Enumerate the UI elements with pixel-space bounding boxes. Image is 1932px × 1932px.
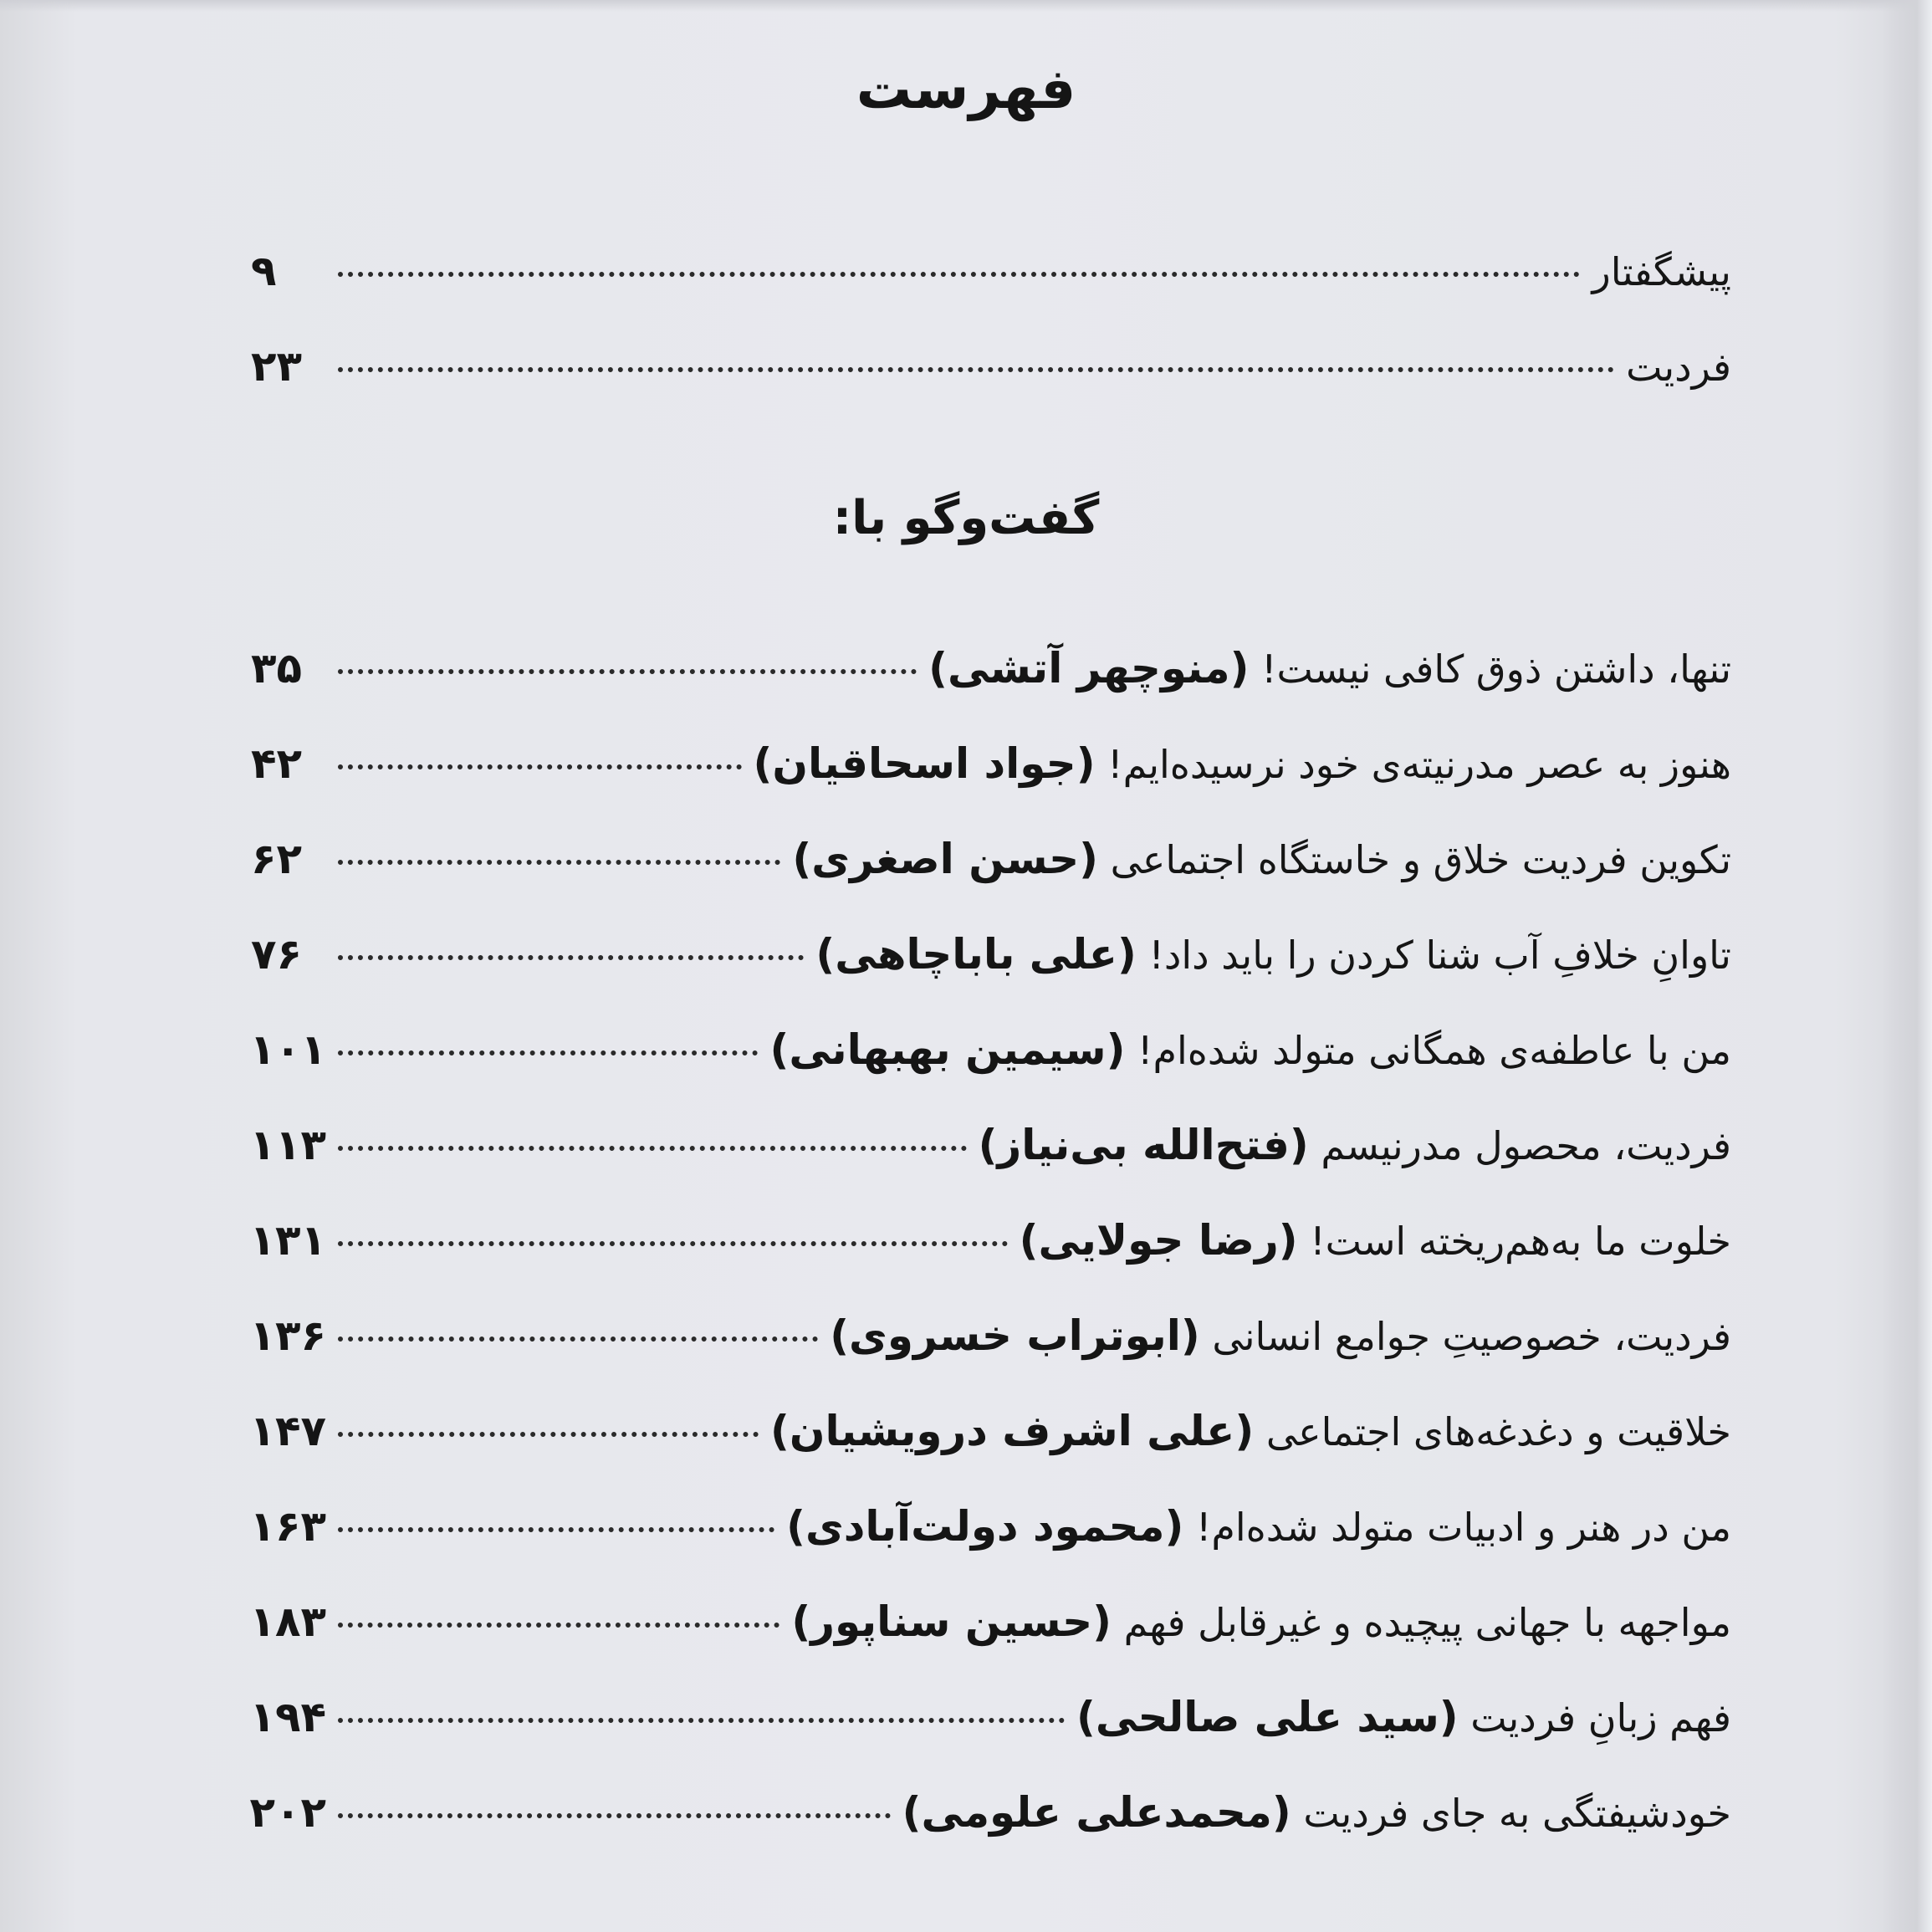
toc-entry-text xyxy=(786,1502,1731,1551)
toc-entry-title: هنوز به عصر مدرنیته‌ی خود نرسیده‌ایم! xyxy=(1107,742,1731,787)
toc-page-number: ۶۲ xyxy=(251,835,303,883)
toc-page-number: ۹ xyxy=(251,247,277,295)
toc-entry-title: فردیت، خصوصیتِ جوامع انسانی xyxy=(1212,1314,1731,1359)
toc-page-number: ۱۸۳ xyxy=(249,1597,326,1646)
toc-entry-author: (محمدعلی علومی) xyxy=(902,1788,1291,1837)
toc-entry-author: (سید علی صالحی) xyxy=(1076,1693,1459,1741)
dot-leader xyxy=(338,367,1614,372)
dot-leader xyxy=(338,272,1580,277)
toc-entry-title: تاوانِ خلافِ آب شنا کردن را باید داد! xyxy=(1148,933,1731,978)
toc-entry-author: (حسن اصغری) xyxy=(792,835,1098,883)
toc-entry xyxy=(251,1597,1731,1693)
toc-entry-title: فردیت xyxy=(1626,345,1731,390)
toc-entry-text xyxy=(769,1025,1731,1074)
toc-entry xyxy=(251,342,1731,437)
dot-leader xyxy=(338,764,742,769)
section-heading: گفت‌وگو با: xyxy=(832,491,1100,545)
toc-entry xyxy=(251,644,1731,739)
toc-page-number: ۱۹۴ xyxy=(249,1693,326,1741)
toc-entry xyxy=(251,1121,1731,1216)
toc-entry-title: فهم زبانِ فردیت xyxy=(1470,1695,1731,1740)
toc-entry-text xyxy=(770,1407,1731,1455)
toc-entry-author: (سیمین بهبهانی) xyxy=(769,1025,1126,1074)
dot-leader xyxy=(338,1050,758,1055)
toc-entry-title: مواجهه با جهانی پیچیده و غیرقابل فهم xyxy=(1123,1600,1731,1645)
dot-leader xyxy=(338,1623,779,1628)
toc-page-number: ۱۰۱ xyxy=(249,1025,326,1074)
dot-leader xyxy=(338,1813,891,1818)
toc-entry-title: من در هنر و ادبیات متولد شده‌ام! xyxy=(1195,1505,1731,1550)
toc-entry-text xyxy=(754,739,1731,788)
toc-entry-title: تکوین فردیت خلاق و خاستگاه اجتماعی xyxy=(1110,837,1731,882)
toc-entry-title: پیشگفتار xyxy=(1592,249,1731,294)
toc-entry-text xyxy=(792,835,1731,883)
toc-entry-title: فردیت، محصول مدرنیسم xyxy=(1321,1123,1731,1168)
toc-entry-text xyxy=(815,930,1731,979)
toc-entry-text xyxy=(1020,1216,1731,1265)
dot-leader xyxy=(338,1718,1065,1723)
toc-entry-text xyxy=(791,1597,1731,1646)
toc-entry-text xyxy=(830,1311,1731,1360)
page-title: فهرست xyxy=(856,57,1076,121)
toc-entry-author: (حسین سناپور) xyxy=(791,1597,1112,1646)
toc-entry xyxy=(251,1216,1731,1311)
toc-top-list xyxy=(251,247,1731,437)
dot-leader xyxy=(338,1337,818,1342)
toc-entry-author: (جواد اسحاقیان) xyxy=(753,739,1096,788)
dot-leader xyxy=(338,1527,774,1532)
dot-leader xyxy=(338,1146,967,1151)
toc-page-number: ۲۰۲ xyxy=(249,1788,326,1837)
page-gutter-shadow xyxy=(1882,0,1932,1932)
toc-entry xyxy=(251,739,1731,835)
toc-entry-title: خلاقیت و دغدغه‌های اجتماعی xyxy=(1265,1409,1731,1454)
toc-page-number: ۲۳ xyxy=(251,342,303,391)
toc-entry-text xyxy=(902,1788,1731,1837)
toc-page-number: ۴۲ xyxy=(251,739,303,788)
toc-entry-author: (منوچهر آتشی) xyxy=(928,644,1250,693)
toc-page-number: ۷۶ xyxy=(251,930,303,979)
toc-entry-title: تنها، داشتن ذوق کافی نیست! xyxy=(1261,647,1731,692)
page-top-shadow xyxy=(0,0,1932,12)
toc-entry-title: من با عاطفه‌ی همگانی متولد شده‌ام! xyxy=(1137,1028,1731,1073)
toc-entry-author: (علی اشرف درویشیان) xyxy=(769,1407,1255,1455)
toc-entry xyxy=(251,1407,1731,1502)
toc-page-number: ۱۶۳ xyxy=(249,1502,326,1551)
toc-page-number: ۳۵ xyxy=(251,644,303,693)
toc-entry-text xyxy=(1076,1693,1731,1741)
toc-entry xyxy=(251,1502,1731,1597)
dot-leader xyxy=(338,1432,759,1437)
toc-entry xyxy=(251,1788,1731,1883)
toc-entry-author: (فتح‌الله بی‌نیاز) xyxy=(978,1121,1309,1169)
toc-entry-title: خودشیفتگی به جای فردیت xyxy=(1303,1791,1731,1836)
toc-interview-list xyxy=(251,644,1731,1883)
toc-page-number: ۱۴۷ xyxy=(249,1407,326,1455)
toc-page-number: ۱۱۳ xyxy=(249,1121,326,1169)
toc-page-number: ۱۳۱ xyxy=(249,1216,326,1265)
toc-entry-author: (محمود دولت‌آبادی) xyxy=(786,1502,1184,1551)
toc-entry-text xyxy=(928,644,1731,693)
toc-entry xyxy=(251,1693,1731,1788)
dot-leader xyxy=(338,1241,1008,1246)
toc-entry xyxy=(251,835,1731,930)
toc-entry xyxy=(251,930,1731,1025)
toc-entry-author: (رضا جولایی) xyxy=(1019,1216,1298,1265)
toc-entry-text xyxy=(979,1121,1731,1169)
dot-leader xyxy=(338,955,804,960)
toc-entry-author: (ابوتراب خسروی) xyxy=(830,1311,1200,1360)
toc-page-number: ۱۳۶ xyxy=(249,1311,326,1360)
toc-entry xyxy=(251,1311,1731,1407)
dot-leader xyxy=(338,860,780,865)
toc-entry-author: (علی باباچاهی) xyxy=(815,930,1137,979)
toc-entry-title: خلوت ما به‌هم‌ریخته است! xyxy=(1310,1219,1731,1264)
dot-leader xyxy=(338,669,917,674)
toc-entry xyxy=(251,1025,1731,1121)
toc-entry xyxy=(251,247,1731,342)
